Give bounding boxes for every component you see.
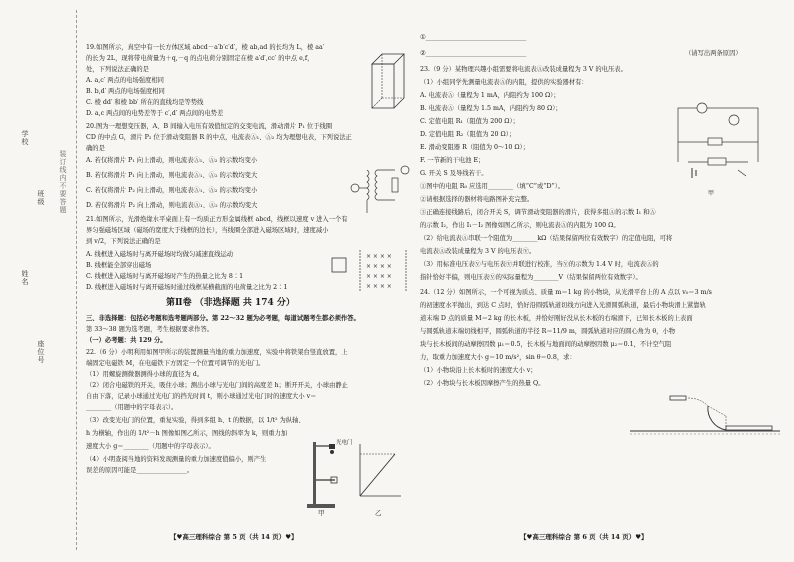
q23-line: E. 滑动变阻器 R（阻值为 0～10 Ω）； bbox=[420, 144, 529, 151]
section2-note: 第 33～38 题为选考题，考生根据要求作答。 bbox=[86, 326, 214, 333]
answer-blank: ①________________________________ bbox=[420, 34, 527, 41]
q23-line: （2）给电流表Ⓐ串联一个阻值为________kΩ（结果保留两位有效数字）的定值电阻，可将 bbox=[420, 235, 673, 242]
q23-line: A. 电流表Ⓐ（量程为 1 mA，内阻约为 100 Ω）； bbox=[420, 92, 560, 99]
section2-title: 第Ⅱ卷 （非选择题 共 174 分） bbox=[166, 298, 295, 308]
fig-label-gate: 光电门 bbox=[336, 440, 353, 446]
q19-line: 19.如图所示，真空中有一长方体区域 abcd－a′b′c′d′，棱 ab,ad 的长均为 L，棱 aa′ bbox=[86, 44, 325, 51]
q23-circuit-figure bbox=[668, 100, 778, 190]
q23-line: 的示数 I₂，作出 I₁－I₂ 图像如图乙所示，则电流表Ⓐ的内阻为 100 Ω。 bbox=[420, 222, 620, 229]
q23-line: C. 定值电阻 R₁（阻值为 200 Ω）； bbox=[420, 118, 519, 125]
q24-line: 道末端 D 点的质量 M＝2 kg 的长木板，并恰好刚好没从长木板的右端滑下，已知长木板的上表面 bbox=[420, 315, 693, 322]
q22-line: 自由下落，记录小球通过光电门的挡光时间 t，则小球通过光电门时的速度大小 v＝ bbox=[86, 393, 317, 400]
q24-line: 的初速度水平抛出，到达 C 点时，恰好沿圆弧轨道切线方向进入光滑圆弧轨道，最后小物块滑上紧靠轨 bbox=[420, 302, 706, 309]
q20-option: D. 若仅将滑片 P₂ 向上滑动，则电流表Ⓐ₁、Ⓐ₂ 的示数均变大 bbox=[86, 202, 258, 209]
q23-line: （1）小组同学先测量电流表Ⓐ的内阻，提供的实验器材有： bbox=[420, 79, 588, 86]
binding-label: 座位号 bbox=[37, 340, 45, 364]
svg-text:× × × ×: × × × × bbox=[366, 283, 392, 290]
q24-line: （1）小物块沿上长木板时的速度大小 v； bbox=[420, 367, 537, 374]
binding-margin bbox=[6, 10, 77, 550]
q22-line: ________（用题中的字母表示）。 bbox=[86, 404, 178, 411]
page-footer-right: 【♥高三理科综合 第 6 页（共 14 页）♥】 bbox=[520, 533, 648, 541]
q22-apparatus-figure bbox=[305, 436, 405, 514]
q22-line: 22.（6 分）小明利用如图甲所示的装置测量当地的重力加速度，实验中将铁架台竖直放置，上 bbox=[86, 349, 348, 356]
q23-line: D. 定值电阻 R₂（阻值为 20 Ω）； bbox=[420, 131, 516, 138]
q24-line: 与圆弧轨道末端切线相平，圆弧轨道的半径 R＝11/9 m，圆弧轨道对应的圆心角为 θ，小物 bbox=[420, 328, 676, 335]
q21-option: A. 线框进入磁场时与离开磁场时均做匀减速直线运动 bbox=[86, 251, 234, 258]
q19-option: D. a,c 两点间的电势差等于 c′,d′ 两点间的电势差 bbox=[86, 110, 224, 117]
q22-line: （1）用螺旋测微器测得小球的直径为 d。 bbox=[86, 371, 204, 378]
answer-blank: ②________________________________ bbox=[420, 50, 527, 57]
q19-cuboid-figure bbox=[368, 50, 408, 112]
q19-option: A. a,c′ 两点的电场强度相同 bbox=[86, 77, 164, 84]
page-footer-left: 【♥高三理科综合 第 5 页（共 14 页）♥】 bbox=[170, 533, 298, 541]
q22-line: h 为横轴，作出的 1/t²－h 图像如图乙所示，图线的斜率为 k，则重力加 bbox=[86, 430, 288, 437]
q21-line: 21.如图所示，光滑绝缘水平桌面上有一均质正方形金属线框 abcd，线框以速度 v 进入一个有 bbox=[86, 216, 348, 223]
q20-line: 确的是 bbox=[86, 145, 105, 152]
q22-line: 速度大小 g＝________（用题中的字母表示）。 bbox=[86, 443, 215, 450]
fig-label-yi: 乙 bbox=[375, 509, 382, 517]
q20-transformer-figure bbox=[345, 158, 415, 218]
section2-note: 三、非选择题：包括必考题和选考题两部分。第 22～32 题为必考题，每道试题考生都必须作答。 bbox=[86, 315, 360, 322]
q22-line: 端固定电磁铁 M，在电磁铁下方固定一个位置可调节的光电门。 bbox=[86, 360, 265, 367]
q23-line: B. 电流表Ⓐ（量程为 1.5 mA，内阻约为 80 Ω）； bbox=[420, 105, 562, 112]
q19-option: B. b,d′ 两点的电场强度相同 bbox=[86, 88, 165, 95]
q20-option: A. 若仅将滑片 P₁ 向上滑动，则电流表Ⓐ₁、Ⓐ₂ 的示数均变小 bbox=[86, 157, 258, 164]
q20-line: 20.图为一理想变压器，A、B 间输入电压有效值恒定的交变电流，滑动滑片 P₁ 位于线圈 bbox=[86, 123, 333, 130]
q19-line: 的长为 2L，现将带电荷量为＋q,－q 的点电荷分别固定在棱 a′d′,cc′ 的中点 e,f， bbox=[86, 55, 314, 62]
q24-line: 块与长木板间的动摩擦因数 μ₁＝0.5，长木板与地面间的动摩擦因数 μ₂＝0.1，不计空气阻 bbox=[420, 341, 672, 348]
binding-warning: 装订线内不要答题 bbox=[59, 150, 67, 214]
q20-option: C. 若仅将滑片 P₂ 向上滑动，则电流表Ⓐ₁、Ⓐ₂ 的示数均变小 bbox=[86, 187, 258, 194]
q23-line: ①图中的电阻 R₀ 应选用________（填“C”或“D”）。 bbox=[420, 183, 565, 190]
q19-option: C. 棱 dd′ 和棱 bb′ 所在的直线均是等势线 bbox=[86, 99, 204, 106]
fig-label-jia: 甲 bbox=[318, 509, 325, 517]
svg-text:× × × ×: × × × × bbox=[366, 263, 392, 270]
fig-label-r-jia: 甲 bbox=[708, 190, 715, 197]
q23-line: 23.（9 分）某物理兴趣小组需要将电流表Ⓐ改装成量程为 3 V 的电压表。 bbox=[420, 66, 627, 73]
q21-line: 到 v/2，下列说法正确的是 bbox=[86, 238, 161, 245]
q20-option: B. 若仅将滑片 P₁ 向上滑动，则电流表Ⓐ₁、Ⓐ₂ 的示数均变大 bbox=[86, 172, 258, 179]
q20-line: CD 的中点 G，滑片 P₂ 位于滑动变阻器 R 的中点，电流表Ⓐ₁、Ⓐ₂ 均为理想电表，下列说法正 bbox=[86, 134, 352, 141]
q23-line: 电流表Ⓐ改装成量程为 3 V 的电压表Ⓥ。 bbox=[420, 248, 536, 255]
q24-line: 24.（12 分）如图所示，一个可视为质点、质量 m＝1 kg 的小物块，从光滑平台上的 A 点以 v₀＝3 m/s bbox=[420, 289, 712, 296]
binding-label: 班级 bbox=[37, 190, 45, 206]
q22-line: 误差的原因可能是________________。 bbox=[86, 467, 194, 474]
q23-line: ③正确连接线路后，闭合开关 S，调节滑动变阻器的滑片，获得多组Ⓐ的示数 I₁ 和Ⓐ bbox=[420, 209, 656, 216]
svg-text:× × × ×: × × × × bbox=[366, 273, 392, 280]
q24-track-figure bbox=[630, 390, 780, 440]
q24-line: 力，取重力加速度大小 g＝10 m/s²，sin θ＝0.8，求： bbox=[420, 354, 576, 361]
q21-option: B. 线框能全部穿出磁场 bbox=[86, 262, 152, 269]
binding-label: 学校 bbox=[21, 130, 29, 146]
section2-note: （一）必考题：共 129 分。 bbox=[86, 337, 167, 344]
q21-option: D. 线框进入磁场时与离开磁场时通过线框某横截面的电荷量之比为 2∶1 bbox=[86, 284, 288, 291]
q19-line: 处，下列说法正确的是 bbox=[86, 66, 149, 73]
svg-text:× × × ×: × × × × bbox=[366, 253, 392, 260]
q23-line: （3）用标准电压表Ⓥ与电压表Ⓥ并联进行校准，当Ⓥ的示数为 1.4 V 时，电流表Ⓐ的 bbox=[420, 261, 659, 268]
q22-line: （3）改变光电门的位置，重复实验，得到多组 h、t 的数据，以 1/t² 为纵轴、 bbox=[86, 417, 305, 424]
q22-line: （2）闭合电磁铁的开关，吸住小球；测出小球与光电门间的高度差 h；断开开关，小球由静止 bbox=[86, 382, 348, 389]
q21-field-figure bbox=[330, 248, 408, 294]
q21-line: 界匀强磁场区域（磁场的宽度大于线框的边长），当线圈全部进入磁场区域时，速度减小 bbox=[86, 227, 329, 234]
q21-option: C. 线框进入磁场时与离开磁场时产生的热量之比为 8∶1 bbox=[86, 273, 244, 280]
binding-label: 姓名 bbox=[21, 270, 29, 286]
q23-line: 指针恰好半偏，则电压表Ⓥ的实际量程为________V（结果保留两位有效数字）。 bbox=[420, 274, 642, 281]
blank-note: （请写出两条原因） bbox=[685, 50, 742, 57]
q23-line: F. 一节新的干电池 E； bbox=[420, 157, 485, 164]
q24-line: （2）小物块与长木板因摩擦产生的热量 Q。 bbox=[420, 380, 545, 387]
q23-line: G. 开关 S 及导线若干。 bbox=[420, 170, 488, 177]
q22-line: （4）小明查阅当地的资料发现测量的重力加速度值偏小，则产生 bbox=[86, 456, 267, 463]
q23-line: ②请根据选择的器材将电路图补充完整。 bbox=[420, 196, 534, 203]
